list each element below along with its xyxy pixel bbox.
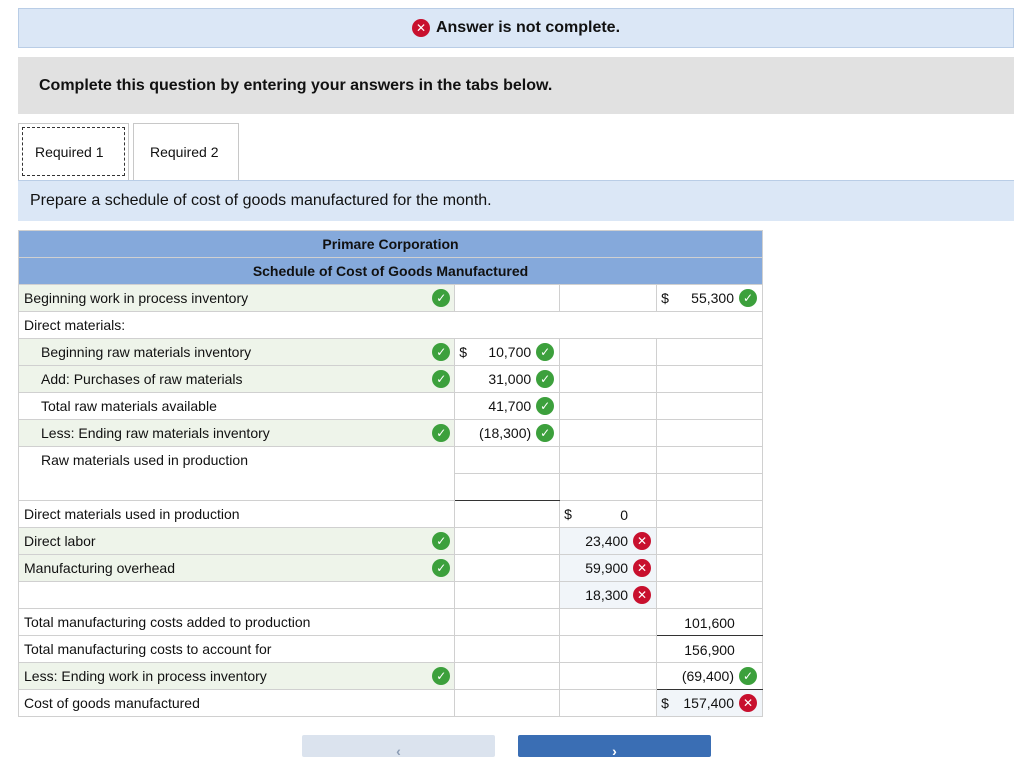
amount-input[interactable] xyxy=(560,555,657,582)
amount-input[interactable] xyxy=(657,555,763,582)
amount-input[interactable] xyxy=(657,609,763,636)
amount-input[interactable] xyxy=(657,528,763,555)
amount-value: 41,700 xyxy=(488,398,532,415)
row-label: Manufacturing overhead xyxy=(24,560,175,576)
answer-status-banner xyxy=(18,8,1014,48)
amount-input[interactable] xyxy=(455,663,560,690)
row-label-input[interactable] xyxy=(19,420,455,447)
check-icon: ✓ xyxy=(432,370,450,388)
amount-value: 156,900 xyxy=(684,641,735,658)
table-row xyxy=(19,312,763,339)
amount-value: 59,900 xyxy=(585,560,629,577)
schedule-title: Schedule of Cost of Goods Manufactured xyxy=(19,258,763,285)
amount-input[interactable] xyxy=(657,474,763,501)
amount-input[interactable] xyxy=(560,501,657,528)
table-row xyxy=(19,663,763,690)
row-label-input[interactable] xyxy=(19,582,455,609)
tab-bar xyxy=(18,123,239,180)
amount-input[interactable] xyxy=(455,636,560,663)
tab-label: Required 1 xyxy=(35,144,104,160)
table-row xyxy=(19,285,763,312)
amount-input[interactable] xyxy=(657,420,763,447)
table-row xyxy=(19,339,763,366)
check-icon: ✓ xyxy=(739,667,757,685)
answer-status-text: Answer is not complete. xyxy=(435,19,621,36)
amount-value: 101,600 xyxy=(684,614,735,631)
row-label-input[interactable] xyxy=(19,555,455,582)
amount-value: 23,400 xyxy=(585,533,629,550)
row-label: Direct labor xyxy=(24,533,96,549)
table-row xyxy=(19,420,763,447)
next-button[interactable] xyxy=(518,735,711,757)
x-icon: ✕ xyxy=(739,694,757,712)
row-label-text: Direct materials used in production xyxy=(24,506,240,522)
check-icon: ✓ xyxy=(432,424,450,442)
row-label xyxy=(19,690,455,717)
table-row xyxy=(19,582,763,609)
row-label-input[interactable] xyxy=(19,474,455,501)
row-label-text: Total manufacturing costs to account for xyxy=(24,641,272,657)
amount-input[interactable] xyxy=(657,447,763,474)
table-row xyxy=(19,447,763,474)
check-icon: ✓ xyxy=(432,559,450,577)
tab-required-2[interactable] xyxy=(133,123,239,180)
row-label xyxy=(19,393,455,420)
amount-input[interactable] xyxy=(657,501,763,528)
amount-input[interactable] xyxy=(657,285,763,312)
amount-value: 0 xyxy=(620,506,629,523)
row-label: Less: Ending raw materials inventory xyxy=(41,425,270,441)
amount-input[interactable] xyxy=(560,609,657,636)
check-icon: ✓ xyxy=(536,424,554,442)
amount-input[interactable] xyxy=(455,690,560,717)
amount-value: (18,300) xyxy=(479,425,532,442)
amount-input[interactable] xyxy=(560,339,657,366)
amount-value: (69,400) xyxy=(681,668,734,685)
row-label: Beginning work in process inventory xyxy=(24,290,249,306)
amount-input[interactable] xyxy=(560,393,657,420)
amount-input[interactable] xyxy=(657,582,763,609)
row-label: Add: Purchases of raw materials xyxy=(41,371,243,387)
amount-input[interactable] xyxy=(657,393,763,420)
amount-value: 55,300 xyxy=(691,290,734,307)
amount-input[interactable] xyxy=(455,528,560,555)
amount-input[interactable] xyxy=(560,528,657,555)
row-label xyxy=(19,609,455,636)
amount-input[interactable] xyxy=(560,366,657,393)
amount-input[interactable] xyxy=(455,501,560,528)
dollar-sign: $ xyxy=(564,506,572,522)
header-row xyxy=(19,231,763,258)
amount-input[interactable] xyxy=(560,663,657,690)
dollar-sign: $ xyxy=(661,290,669,306)
table-row xyxy=(19,501,763,528)
amount-input[interactable] xyxy=(560,474,657,501)
table-row xyxy=(19,555,763,582)
prompt-text: Prepare a schedule of cost of goods manufactured for the month. xyxy=(30,192,492,209)
tab-label: Required 2 xyxy=(150,144,219,160)
amount-input[interactable] xyxy=(657,366,763,393)
instructions-panel xyxy=(18,57,1014,114)
previous-button[interactable] xyxy=(302,735,495,757)
dollar-sign: $ xyxy=(459,344,468,360)
amount-input[interactable] xyxy=(455,555,560,582)
instructions-text: Complete this question by entering your answers in the tabs below. xyxy=(39,76,553,94)
x-icon: ✕ xyxy=(633,586,651,604)
row-label: Less: Ending work in process inventory xyxy=(24,668,267,684)
row-label-input[interactable] xyxy=(19,285,455,312)
amount-value: 157,400 xyxy=(683,695,734,712)
company-name: Primare Corporation xyxy=(19,231,763,258)
table-row xyxy=(19,474,763,501)
amount-input[interactable] xyxy=(657,636,763,663)
schedule-table xyxy=(18,230,763,717)
amount-input[interactable] xyxy=(455,582,560,609)
amount-input[interactable] xyxy=(455,366,560,393)
x-icon: ✕ xyxy=(633,559,651,577)
row-label-input[interactable] xyxy=(19,528,455,555)
table-row xyxy=(19,690,763,717)
amount-value: 18,300 xyxy=(585,587,629,604)
amount-input[interactable] xyxy=(560,690,657,717)
check-icon: ✓ xyxy=(432,289,450,307)
table-row xyxy=(19,366,763,393)
row-label-input[interactable] xyxy=(19,366,455,393)
check-icon: ✓ xyxy=(536,397,554,415)
amount-input[interactable] xyxy=(657,339,763,366)
row-label-input[interactable] xyxy=(19,663,455,690)
amount-input[interactable] xyxy=(560,420,657,447)
row-label xyxy=(19,312,763,339)
amount-input[interactable] xyxy=(455,393,560,420)
chevron-left-icon: ‹ xyxy=(396,743,401,757)
row-label-text: Total manufacturing costs added to production xyxy=(24,614,311,630)
amount-input[interactable] xyxy=(560,636,657,663)
amount-input[interactable] xyxy=(657,690,763,717)
amount-input[interactable] xyxy=(455,447,560,474)
check-icon: ✓ xyxy=(536,343,554,361)
amount-input[interactable] xyxy=(455,474,560,501)
table-row xyxy=(19,393,763,420)
row-label-text: Raw materials used in production xyxy=(41,452,248,469)
table-row xyxy=(19,609,763,636)
x-icon: ✕ xyxy=(412,19,430,37)
check-icon: ✓ xyxy=(739,289,757,307)
chevron-right-icon: › xyxy=(612,743,617,757)
check-icon: ✓ xyxy=(536,370,554,388)
row-label-input[interactable] xyxy=(19,339,455,366)
amount-input[interactable] xyxy=(560,447,657,474)
row-label xyxy=(19,636,455,663)
row-label xyxy=(19,447,455,474)
row-label-text: Cost of goods manufactured xyxy=(24,695,200,711)
amount-input[interactable] xyxy=(560,285,657,312)
amount-input[interactable] xyxy=(657,663,763,690)
row-label-text: Direct materials: xyxy=(24,317,126,333)
amount-value: 31,000 xyxy=(488,371,532,388)
amount-input[interactable] xyxy=(560,582,657,609)
table-row xyxy=(19,528,763,555)
table-row xyxy=(19,636,763,663)
dollar-sign: $ xyxy=(661,695,669,711)
row-label-text: Total raw materials available xyxy=(41,398,217,414)
check-icon: ✓ xyxy=(432,343,450,361)
amount-input[interactable] xyxy=(455,609,560,636)
header-row xyxy=(19,258,763,285)
x-icon: ✕ xyxy=(633,532,651,550)
row-label: Beginning raw materials inventory xyxy=(41,344,252,360)
check-icon: ✓ xyxy=(432,532,450,550)
tab-required-1[interactable] xyxy=(18,123,129,180)
question-prompt xyxy=(18,180,1014,221)
amount-input[interactable] xyxy=(455,285,560,312)
amount-value: 10,700 xyxy=(488,344,532,361)
check-icon: ✓ xyxy=(432,667,450,685)
amount-input[interactable] xyxy=(455,339,560,366)
row-label xyxy=(19,501,455,528)
amount-input[interactable] xyxy=(455,420,560,447)
